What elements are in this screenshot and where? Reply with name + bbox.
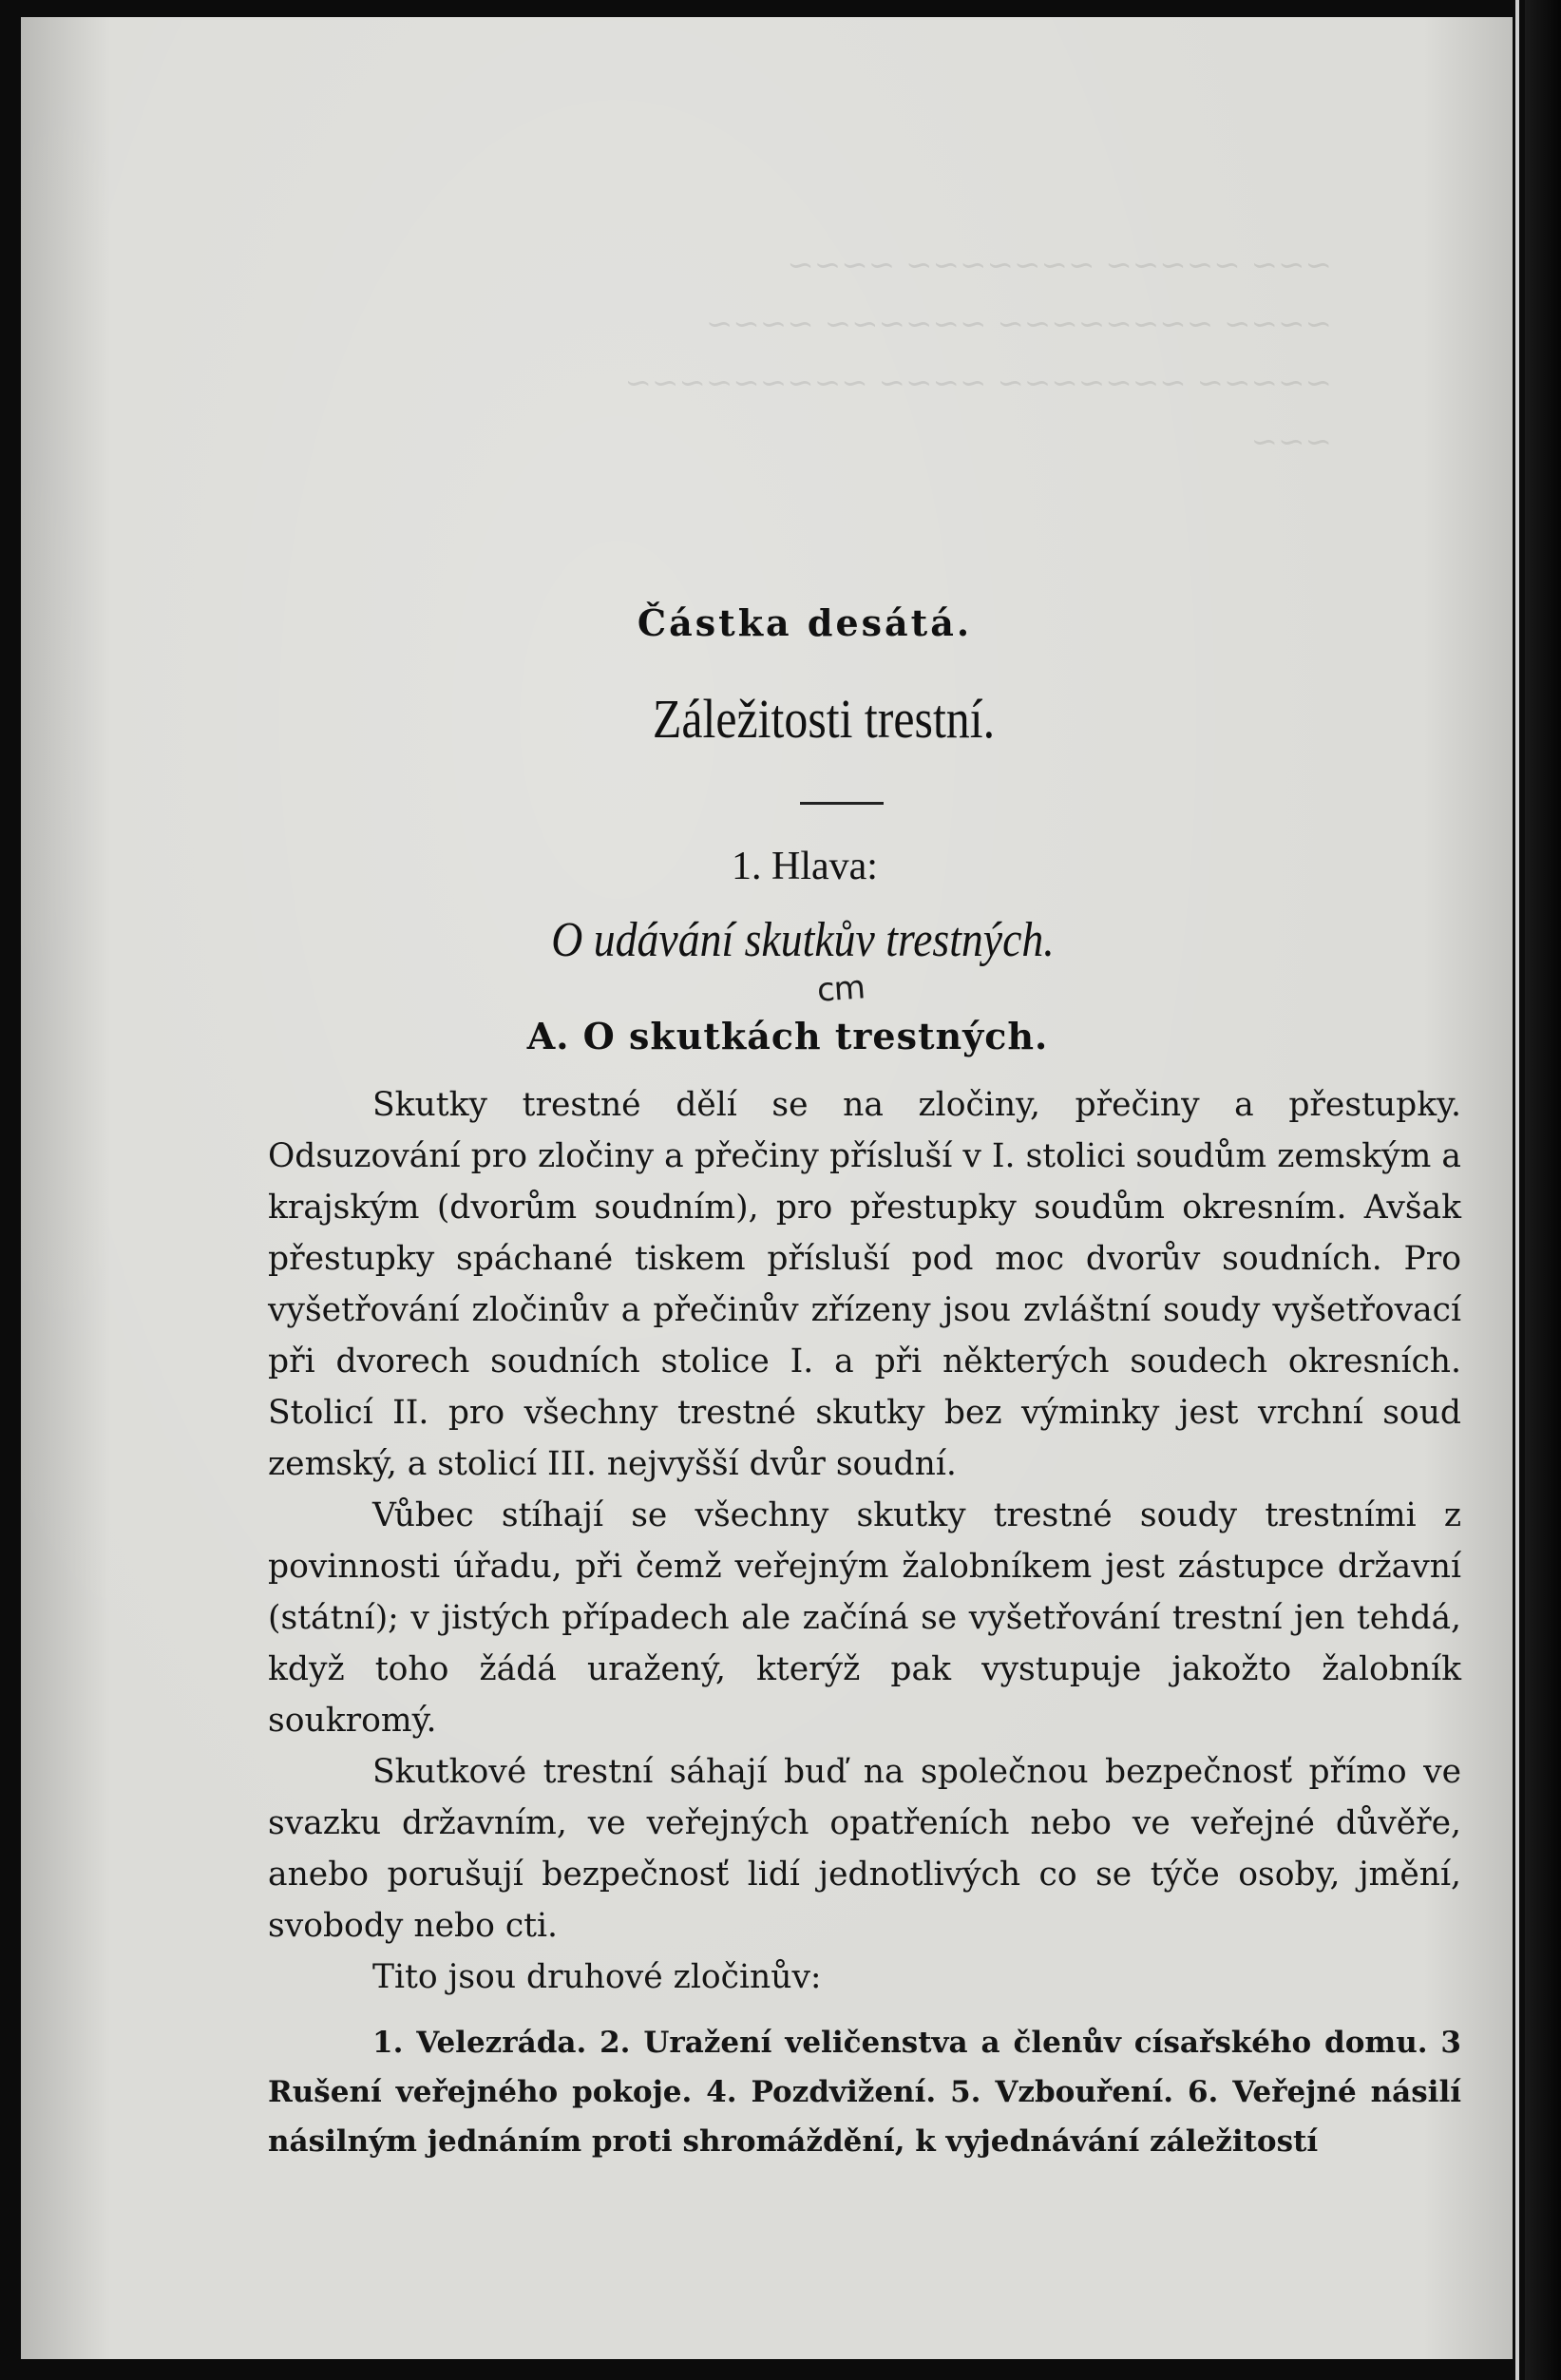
main-title: Záležitosti trestní. <box>652 688 996 750</box>
page-edge-line <box>1515 0 1519 2380</box>
body-text <box>268 1079 1461 2003</box>
paragraph-3: Skutkové trestní sáhají buď na společnou bezpečnosť přímo ve svazku državním, ve veřejných opatřeních nebo ve veřejné důvěře, anebo porušují bezpečnosť lidí jednotlivých co se týče osoby, jmění, svobody nebo cti. <box>268 1753 1461 1945</box>
divider-rule <box>800 802 884 805</box>
scan-dark-edge <box>1525 0 1561 2380</box>
crime-list <box>268 2018 1461 2166</box>
chapter-title: O udávání skutkův trestných. <box>551 913 1055 967</box>
part-title: Částka desátá. <box>637 601 973 644</box>
chapter-label: 1. Hlava: <box>732 845 878 888</box>
paragraph-1: Skutky trestné dělí se na zločiny, přečiny a přestupky. Odsuzování pro zločiny a přečiny přísluší v I. stolici soudům zemským a krajským (dvorům soudním), pro přestupky soudům okresním. Avšak přestupky spáchané tiskem přísluší pod moc dvorův soudních. Pro vyšetřování zločinův a přečinův zřízeny jsou zvláštní soudy vyšetřovací při dvorech soudních stolice I. a při některých soudech okresních. Stolicí II. pro všechny trestné skutky bez výminky jest vrchní soud zemský, a stolicí III. nejvyšší dvůr soudní. <box>268 1086 1461 1483</box>
crime-list-paragraph: 1. Velezráda. 2. Uražení veličenstva a členův císařského domu. 3 Rušení veřejného pokoje. 4. Pozdvižení. 5. Vzbouření. 6. Veřejné násilí násilným jednáním proti shromáždění, k vyjednávání záležitostí <box>268 2026 1461 2159</box>
book-page <box>21 17 1513 2359</box>
handwritten-note: cm <box>815 968 866 1010</box>
section-title: A. O skutkách trestných. <box>526 1015 1049 1057</box>
show-through-text: ~~~ ~~~~~ ~~~~~~~ ~~~~ ~~~~ ~~~~~~~~ ~~~~~~ ~~~~ ~~~~~ ~~~~~~~ ~~~~ ~~~~~~~~~ ~~~ <box>624 246 1332 461</box>
paragraph-2: Vůbec stíhají se všechny skutky trestné soudy trestními z povinnosti úřadu, při čemž veřejným žalobníkem jest zástupce državní (státní); v jistých případech ale začíná se vyšetřování trestní jen tehdá, když toho žádá uražený, kterýž pak vystupuje jakožto žalobník soukromý. <box>268 1496 1461 1740</box>
paragraph-4: Tito jsou druhové zločinův: <box>372 1958 822 1996</box>
